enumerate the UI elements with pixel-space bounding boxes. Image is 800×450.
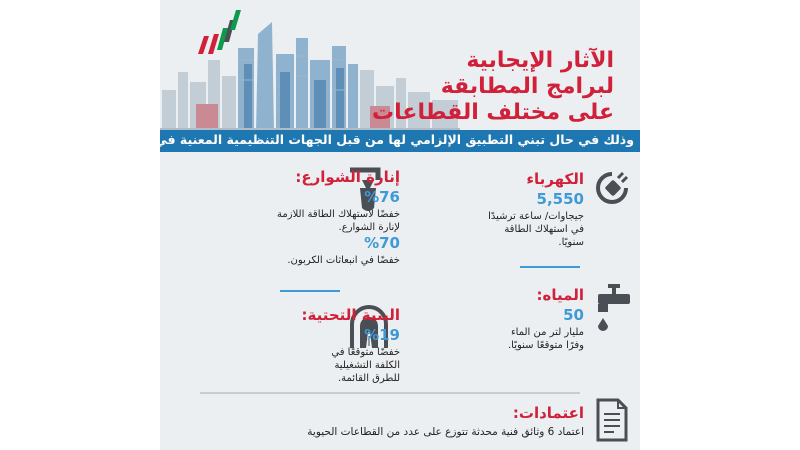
infrastructure-value: %19 [364,326,400,344]
subtitle-banner-text: وذلك في حال تبني التطبيق الإلزامي لها من قبل الجهات التنظيمية المعنية في الإمارة: [104,132,634,147]
infrastructure-desc-line2: الكلفة التشغيلية [334,360,400,371]
title-line-3: على مختلف القطاعات [372,100,614,125]
water-desc-line1: مليار لتر من الماء [510,327,584,338]
infographic-card [104,0,640,450]
water-title: المياه: [536,286,584,304]
street-lighting-value-1: %76 [364,188,400,206]
electricity-divider [520,266,580,268]
title-line-2: لبرامج المطابقة [440,74,614,99]
water-value: 50 [563,306,584,324]
electricity-desc-line2: في استهلاك الطاقة [504,224,584,235]
infrastructure-desc-line3: للطرق القائمة. [337,373,400,384]
title-line-1: الآثار الإيجابية [466,48,614,73]
plug-icon [592,168,632,208]
electricity-desc-line1: جيجاوات/ ساعة ترشيدًا [488,211,584,222]
street-lighting-title: إنارة الشوارع: [295,168,400,186]
street-lighting-value-2: %70 [364,234,400,252]
document-icon [594,398,630,442]
water-desc-line2: وفرًا متوقعًا سنويًا. [507,340,584,351]
street-lighting-desc-2: خفضًا في انبعاثات الكربون. [287,255,400,266]
faucet-icon [594,282,634,334]
section-divider [200,392,580,394]
street-lighting-desc-1-line1: خفضًا لاستهلاك الطاقة اللازمة [277,209,400,220]
electricity-title: الكهرباء [526,170,584,188]
street-lighting-desc-1-line2: لإنارة الشوارع. [338,222,400,233]
accreditations-title: اعتمادات: [512,404,584,422]
electricity-desc-line3: سنويًا. [558,237,584,248]
infrastructure-desc-line1: خفضًا متوقعًا في [331,347,400,358]
electricity-value: 5,550 [536,190,584,208]
infrastructure-title: البنية التحتية: [301,306,400,324]
street-lighting-divider [280,290,340,292]
accreditations-desc: اعتماد 6 وثائق فنية محدثة تتوزع على عدد من القطاعات الحيوية [307,426,584,438]
